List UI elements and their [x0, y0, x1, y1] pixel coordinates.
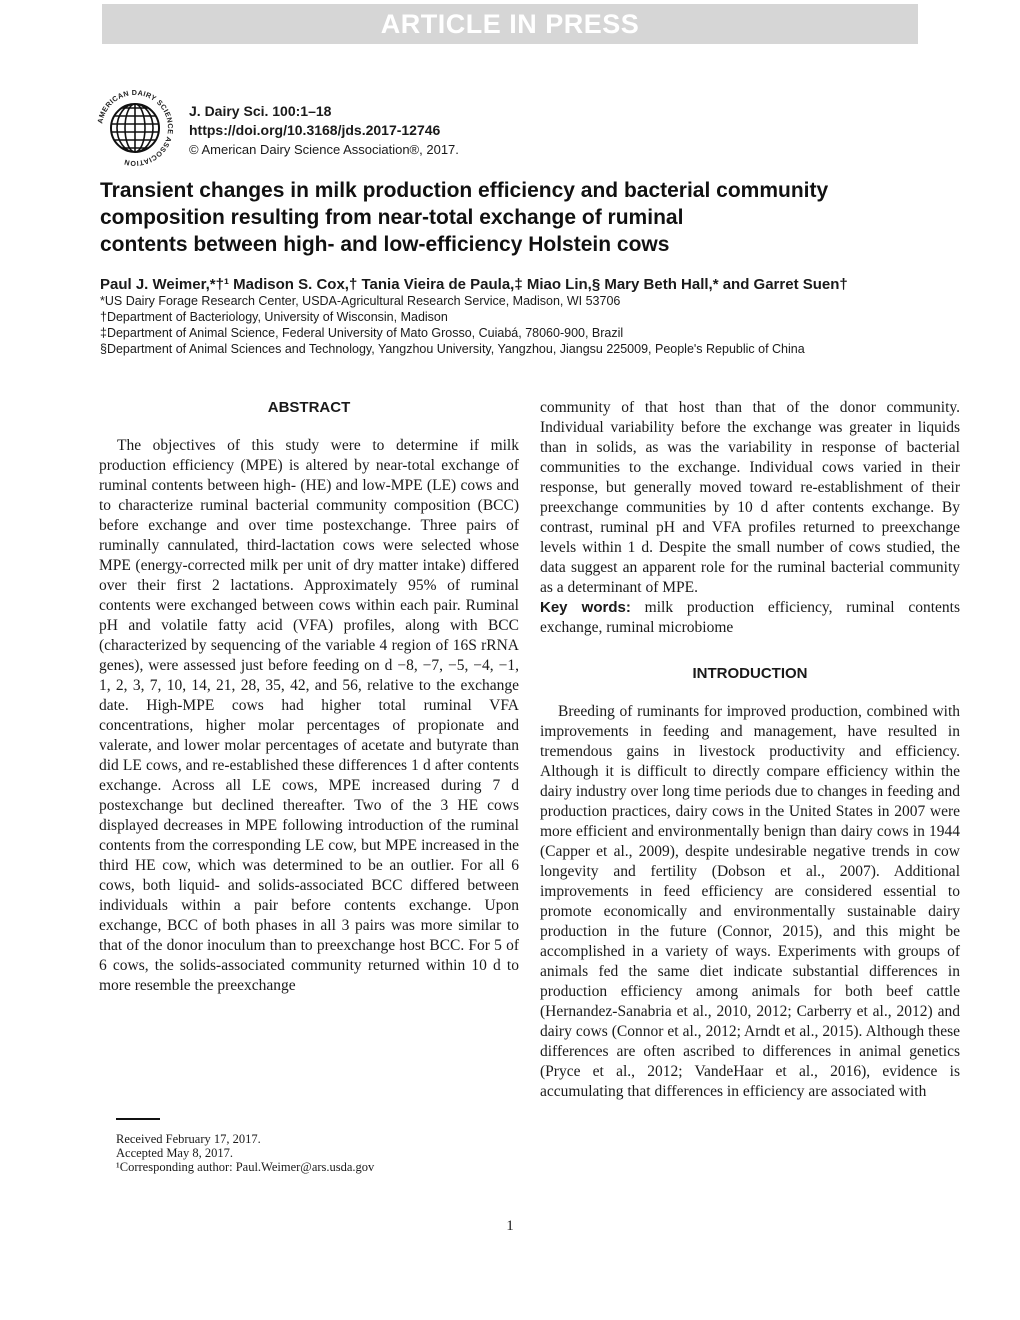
article-title [100, 177, 960, 258]
page-number: 1 [506, 1218, 514, 1234]
left-column [99, 398, 519, 996]
copyright-line: © American Dairy Science Association®, 2017. [189, 142, 459, 157]
affiliations [100, 293, 980, 357]
keywords-text: milk production efficiency, ruminal contents exchange, ruminal microbiome [540, 599, 961, 636]
corresponding-author: ¹Corresponding author: Paul.Weimer@ars.usda.gov [116, 1160, 375, 1174]
abstract-continued: community of that host than that of the donor community. Individual variability before the exchange was greater in liquids than in solids, as was the variability in response of bacterial communities to the exchange. Individual cows varied in their response, but generally moved toward re-establishment of their preexchange communities by 10 d after contents exchange. By contrast, ruminal pH and VFA profiles returned to preexchange levels within 1 d. Despite the small number of cows studied, the data suggest an apparent role for the ruminal bacterial community as a determinant of MPE. [540, 399, 960, 596]
affiliation: §Department of Animal Sciences and Technology, Yangzhou University, Yangzhou, Jiangsu 225009, People's Republic of China [100, 342, 805, 356]
keywords-label: Key words: [540, 599, 631, 616]
keywords [540, 598, 960, 638]
introduction-text: Breeding of ruminants for improved production, combined with improvements in feeding and management, have resulted in tremendous gains in livestock productivity and efficiency. Although it is difficult to directly compare efficiency within the dairy industry over long time periods due to changes in feeding and production practices, dairy cows in the United States in 2007 were more efficient and environmentally benign than dairy cows in 1944 (Capper et al., 2009), despite undesirable negative trends in cow longevity and fertility (Dobson et al., 2007). Additional improvements in feed efficiency are considered essential to promote economically and environmentally sustainable dairy production in the future (Connor, 2015), and this might be accomplished in a variety of ways. Experiments with groups of animals fed the same diet indicate substantial differences in production efficiency among animals for both beef cattle (Hernandez-Sanabria et al., 2010, 2012; Carberry et al., 2012) and dairy cows (Connor et al., 2012; Arndt et al., 2015). Although these differences are often ascribed to differences in animal genetics (Pryce et al., 2012; VandeHaar et al., 2016), evidence is accumulating that differences in efficiency are associated with [540, 703, 960, 1100]
introduction-heading: INTRODUCTION [692, 665, 808, 682]
accepted-date: Accepted May 8, 2017. [116, 1146, 233, 1160]
abstract-heading: ABSTRACT [267, 399, 351, 416]
abstract-text: The objectives of this study were to determine if milk production efficiency (MPE) is altered by near-total exchange of ruminal contents between high- (HE) and low-MPE (LE) cows and to characterize ruminal bacterial community composition (BCC) before exchange and over time postexchange. Three pairs of ruminally cannulated, third-lactation cows were selected whose MPE (energy-corrected milk per unit of dry matter intake) differed over their first 2 lactations. Approximately 95% of ruminal contents were exchanged between cows within each pair. Ruminal pH and volatile fatty acid (VFA) profiles, along with BCC (characterized by sequencing of the variable 4 region of 16S rRNA genes), were assessed just before feeding on d −8, −7, −5, −4, −1, 1, 2, 3, 7, 10, 14, 21, 28, 35, 42, and 56, relative to the exchange date. High-MPE cows had higher total ruminal VFA concentrations, higher molar percentages of propionate and valerate, and lower molar percentages of acetate and butyrate than did LE cows, and re-established these differences 1 d after contents exchange. Across all LE cows, MPE increased during 7 d postexchange but declined thereafter. Two of the 3 HE cows displayed decreases in MPE following introduction of the ruminal contents from the corresponding LE cow, but MPE increased in the third HE cow, which was determined to be an outlier. For all 6 cows, both liquid- and solids-associated BCC differed between individuals within a pair before contents exchange. Upon exchange, BCC of both phases in all 3 pairs was more similar to that of the donor inoculum than to preexchange host BCC. For 5 of 6 cows, the solids-associated community returned within 10 d to more resemble the preexchange [99, 437, 519, 994]
affiliation: *US Dairy Forage Research Center, USDA-Agricultural Research Service, Madison, WI 53706 [100, 294, 621, 308]
title-line: composition resulting from near-total exchange of ruminal [100, 206, 684, 229]
journal-citation: J. Dairy Sci. 100:1–18 [189, 103, 332, 119]
logo-ring-text: AMERICAN DAIRY SCIENCE ASSOCIATION [95, 88, 175, 168]
adsa-logo [95, 88, 175, 168]
title-line: Transient changes in milk production efficiency and bacterial community [100, 179, 829, 202]
received-date: Received February 17, 2017. [116, 1132, 261, 1146]
globe-icon [105, 98, 165, 158]
article-in-press-banner: ARTICLE IN PRESS [102, 4, 918, 44]
affiliation: †Department of Bacteriology, University of Wisconsin, Madison [100, 310, 448, 324]
author-list: Paul J. Weimer,*†¹ Madison S. Cox,† Tania Vieira de Paula,‡ Miao Lin,§ Mary Beth Hall,* and Garret Suen† [100, 276, 848, 293]
doi-link[interactable]: https://doi.org/10.3168/jds.2017-12746 [189, 122, 441, 138]
footnotes [116, 1132, 374, 1174]
footnote-divider [116, 1118, 160, 1120]
affiliation: ‡Department of Animal Science, Federal University of Mato Grosso, Cuiabá, 78060-900, Brazil [100, 326, 624, 340]
title-line: contents between high- and low-efficiency Holstein cows [100, 233, 670, 256]
right-column [540, 398, 960, 1102]
journal-info [189, 102, 459, 159]
